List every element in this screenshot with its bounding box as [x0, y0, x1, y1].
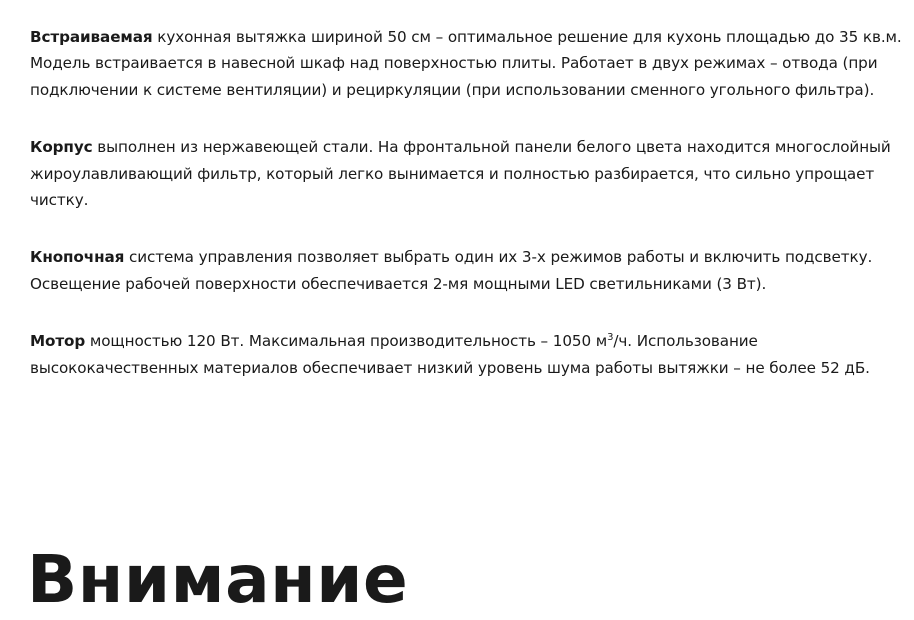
paragraph-lead-word: Корпус	[30, 138, 93, 157]
paragraph-text: система управления позволяет выбрать один их 3-х режимов работы и включить подсветку. Освещение рабочей поверхности обеспечивается 2-мя мощными LED светильниками (3 Вт).	[30, 248, 873, 293]
description-paragraph-motor	[30, 328, 908, 381]
description-paragraph-body	[30, 134, 908, 213]
product-description	[30, 24, 908, 412]
paragraph-lead-word: Кнопочная	[30, 248, 125, 267]
description-paragraph-mounting	[30, 24, 908, 103]
paragraph-text: мощностью 120 Вт. Максимальная производительность – 1050 м	[85, 332, 608, 351]
superscript-cubed: 3	[607, 332, 614, 344]
paragraph-text: кухонная вытяжка шириной 50 см – оптимальное решение для кухонь площадью до 35 кв.м. Модель встраивается в навесной шкаф над поверхностью плиты. Работает в двух режимах – отвода (при подключении к системе вентиляции) и рециркуляции (при использовании сменного угольного фильтра).	[30, 28, 902, 99]
description-paragraph-controls	[30, 244, 908, 297]
paragraph-lead-word: Встраиваемая	[30, 28, 153, 46]
paragraph-lead-word: Мотор	[30, 332, 86, 351]
section-heading: Внимание	[27, 541, 409, 618]
paragraph-text-continued: /ч. Использование высококачественных материалов обеспечивает низкий уровень шума работы вытяжки – не более 52 дБ.	[30, 332, 870, 377]
paragraph-text: выполнен из нержавеющей стали. На фронтальной панели белого цвета находится многослойный жироулавливающий фильтр, который легко вынимается и полностью разбирается, что сильно упрощает чистку.	[30, 138, 891, 210]
